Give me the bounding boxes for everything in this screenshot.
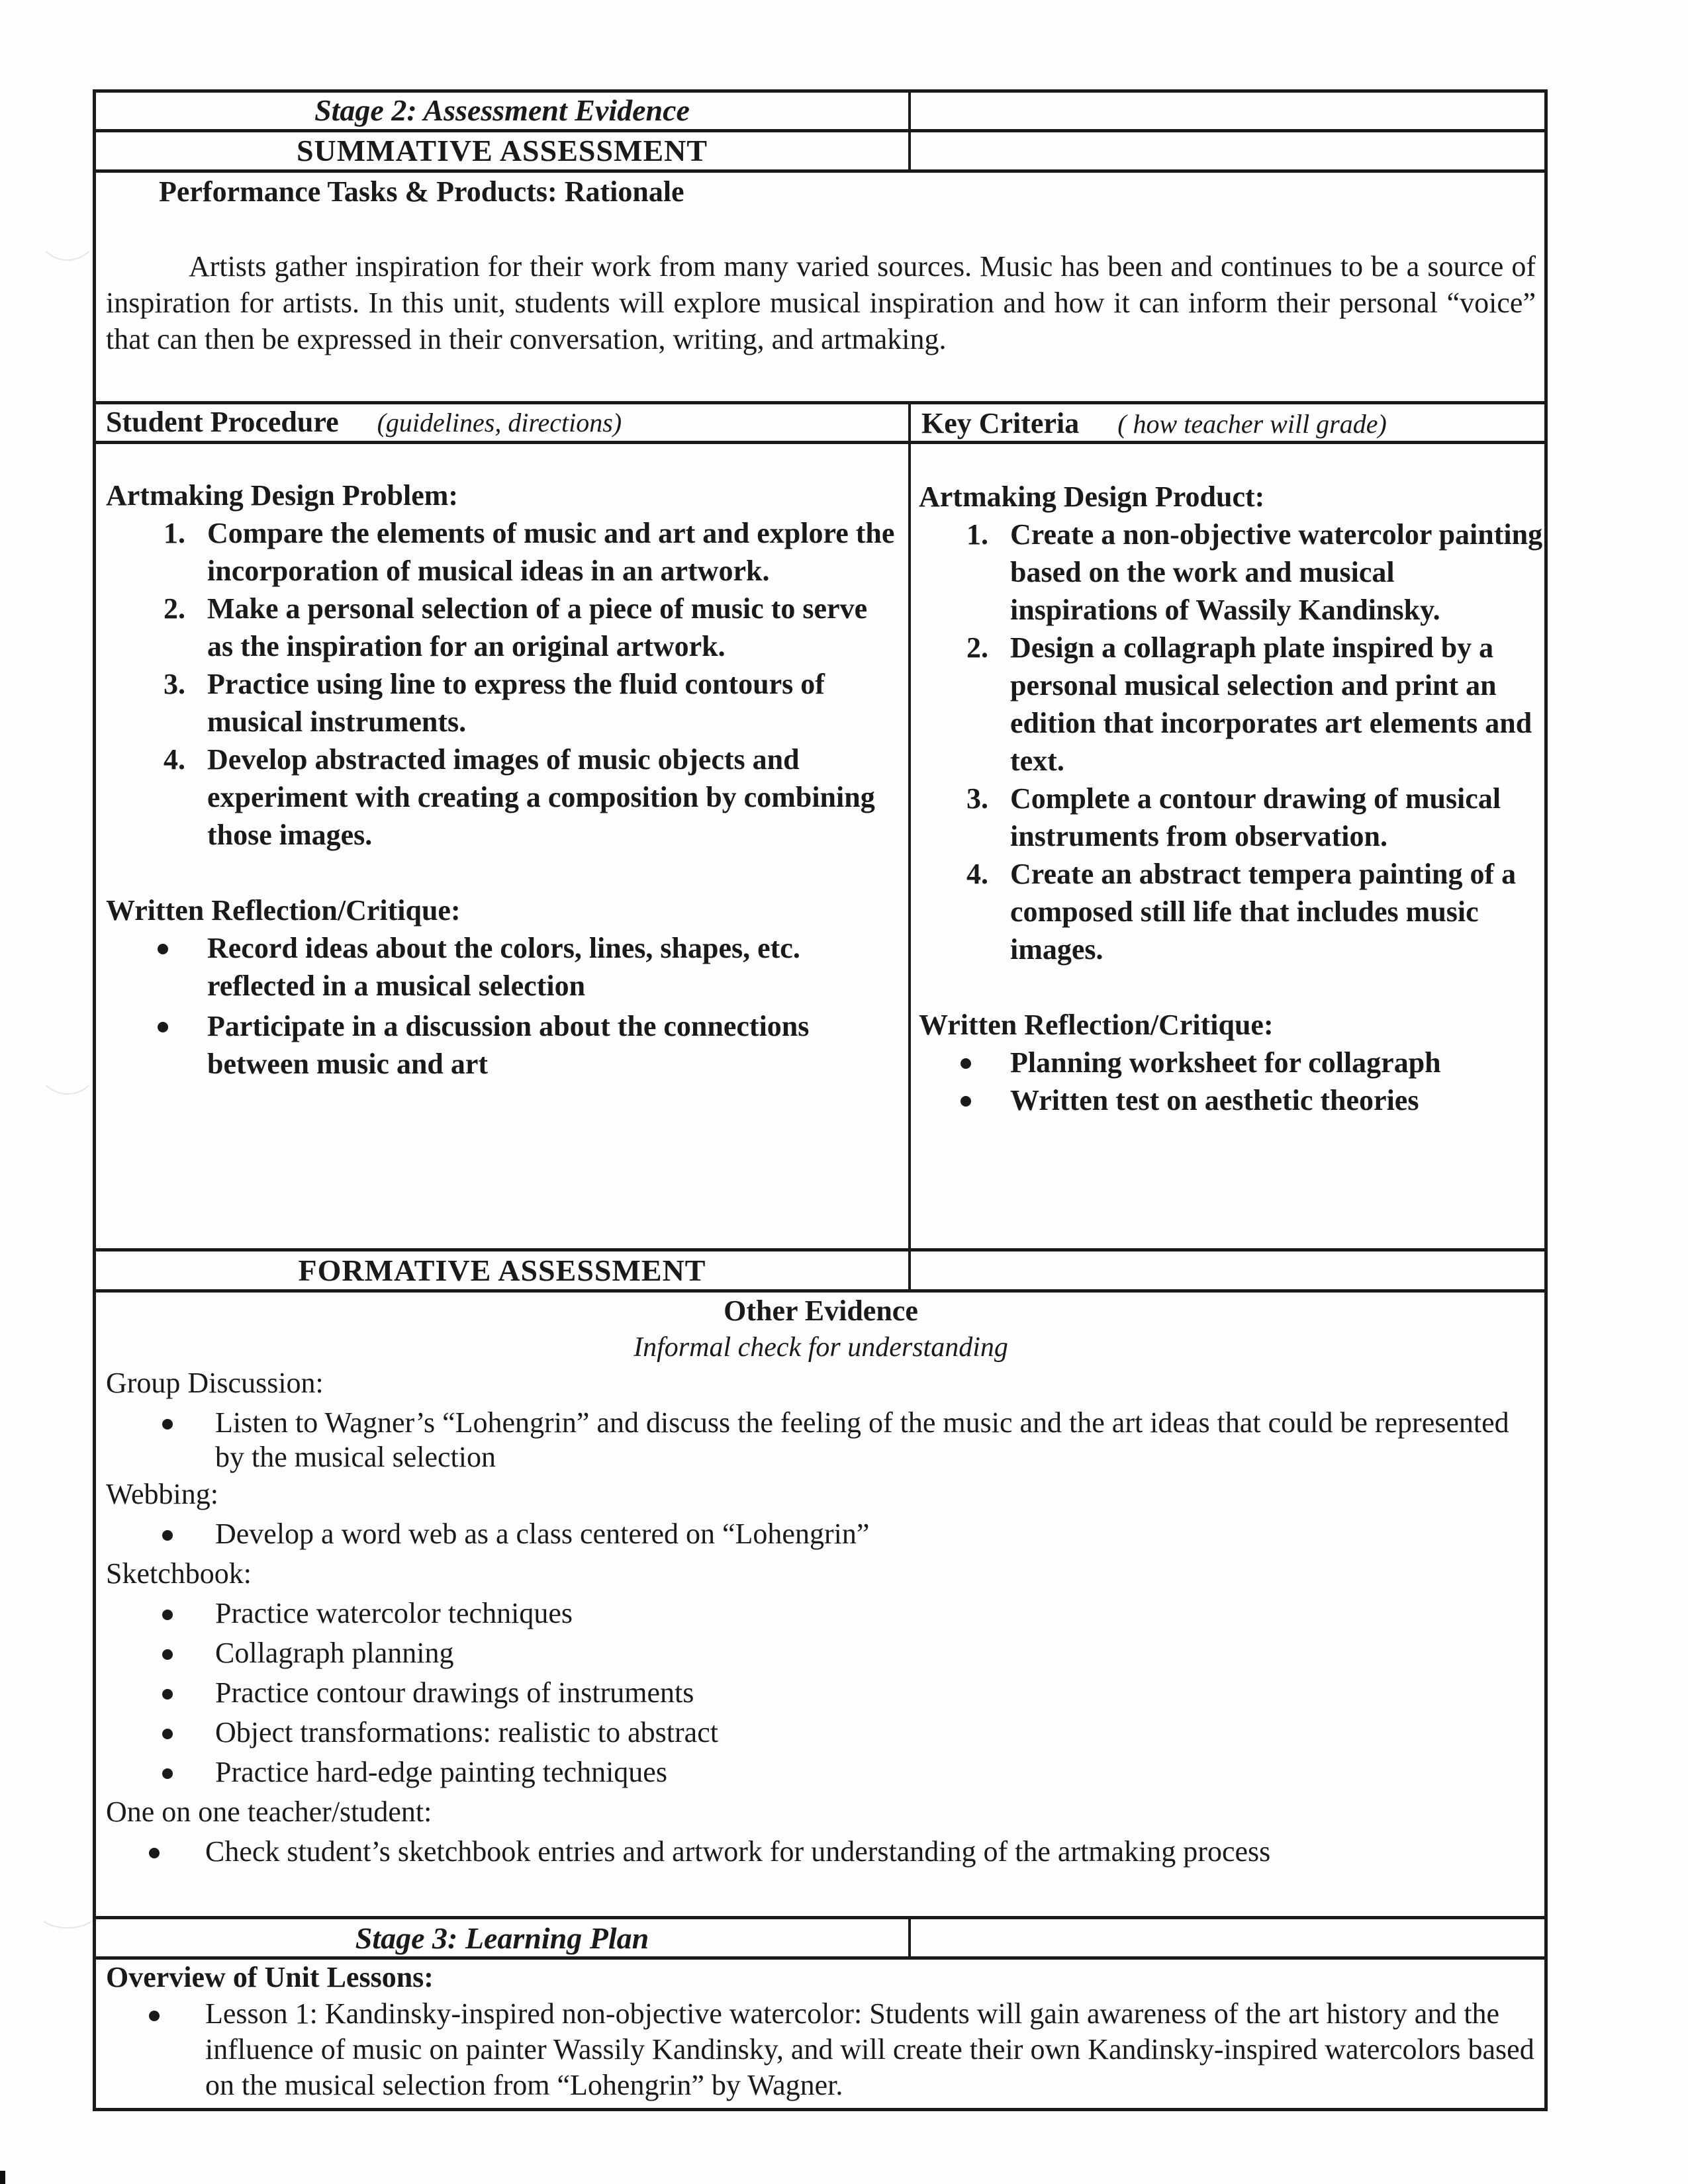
rationale-paragraph: Artists gather inspiration for their work from many varied sources. Music has been and continues to be a source of inspiration for artists. In this unit, students will explore musical inspiration and how it can inform their personal “voice” that can then be expressed in their conversation, writing, and artmaking. bbox=[106, 250, 1536, 355]
bullet-icon bbox=[162, 1649, 173, 1660]
stage2-title: Stage 2: Assessment Evidence bbox=[314, 93, 690, 127]
overview-cell bbox=[106, 1959, 1542, 2103]
list-item: 3. Practice using line to express the fluid contours of musical instruments. bbox=[164, 668, 825, 738]
list-item: Object transformations: realistic to abstract bbox=[215, 1713, 1542, 1752]
bullet-icon bbox=[162, 1610, 173, 1620]
bullet-icon bbox=[162, 1729, 173, 1739]
punch-hole-mark bbox=[36, 199, 99, 261]
list-item: Collagraph planning bbox=[215, 1633, 1542, 1673]
column-divider bbox=[908, 1916, 911, 1958]
design-product-heading: Artmaking Design Product: bbox=[919, 480, 1265, 513]
list-item: 3. Complete a contour drawing of musical instruments from observation. bbox=[966, 782, 1501, 852]
bullet-icon bbox=[162, 1768, 173, 1779]
student-procedure-cell bbox=[106, 477, 900, 1083]
list-item: Planning worksheet for collagraph bbox=[1010, 1044, 1544, 1081]
group-list bbox=[106, 1403, 1542, 1475]
list-item: Lesson 1: Kandinsky-inspired non-objective watercolor: Students will gain awareness of the art history and the influence of music on painter Wassily Kandinsky, and will create their own Kandinsky-inspired watercolors based on the musical selection from “Lohengrin” by Wagner. bbox=[205, 1996, 1542, 2103]
student-procedure-label: Student Procedure bbox=[106, 406, 339, 438]
design-problem-list bbox=[106, 514, 900, 854]
punch-hole-mark bbox=[36, 1893, 99, 1929]
group-list bbox=[106, 1514, 1542, 1554]
key-criteria-note: ( how teacher will grade) bbox=[1117, 409, 1387, 439]
key-criteria-cell bbox=[919, 478, 1544, 1119]
other-evidence-heading: Other Evidence bbox=[724, 1295, 918, 1327]
summative-assessment-title: SUMMATIVE ASSESSMENT bbox=[296, 134, 708, 167]
reflection-heading: Written Reflection/Critique: bbox=[919, 1009, 1274, 1041]
column-divider bbox=[908, 401, 911, 1291]
bullet-icon bbox=[961, 1096, 971, 1107]
list-item: 2. Make a personal selection of a piece of music to serve as the inspiration for an original artwork. bbox=[164, 592, 868, 662]
bullet-icon bbox=[162, 1689, 173, 1700]
list-item: 4. Develop abstracted images of music objects and experiment with creating a composition by combining those images. bbox=[164, 743, 875, 851]
design-product-list bbox=[919, 516, 1544, 968]
group-list bbox=[106, 1594, 1542, 1792]
list-item: 4. Create an abstract tempera painting of a composed still life that includes music images. bbox=[966, 858, 1517, 966]
list-item: Practice watercolor techniques bbox=[215, 1594, 1542, 1633]
group-label: Group Discussion: bbox=[106, 1367, 324, 1399]
bullet-icon bbox=[149, 1848, 160, 1858]
group-list bbox=[106, 1832, 1542, 1872]
bullet-icon bbox=[961, 1058, 971, 1069]
bullet-icon bbox=[162, 1419, 173, 1430]
other-evidence-subtitle: Informal check for understanding bbox=[633, 1332, 1008, 1363]
list-item: 1. Compare the elements of music and art and explore the incorporation of musical ideas in an artwork. bbox=[164, 517, 895, 587]
list-item: Record ideas about the colors, lines, shapes, etc. reflected in a musical selection bbox=[207, 929, 900, 1005]
list-item: Check student’s sketchbook entries and artwork for understanding of the artmaking process bbox=[205, 1832, 1542, 1872]
reflection-list bbox=[106, 929, 900, 1083]
bullet-icon bbox=[162, 1530, 173, 1541]
overview-heading: Overview of Unit Lessons: bbox=[106, 1961, 434, 1993]
formative-groups bbox=[106, 1363, 1542, 1872]
list-item: Written test on aesthetic theories bbox=[1010, 1081, 1544, 1119]
bullet-icon bbox=[158, 1022, 168, 1032]
list-item: Practice contour drawings of instruments bbox=[215, 1673, 1542, 1713]
group-label: Sketchbook: bbox=[106, 1557, 252, 1590]
list-item: Participate in a discussion about the connections between music and art bbox=[207, 1007, 900, 1083]
group-label: One on one teacher/student: bbox=[106, 1796, 432, 1828]
key-criteria-header bbox=[921, 405, 1544, 449]
design-problem-heading: Artmaking Design Problem: bbox=[106, 479, 459, 512]
reflection-heading: Written Reflection/Critique: bbox=[106, 894, 461, 927]
rationale-heading: Performance Tasks & Products: Rationale bbox=[159, 175, 684, 208]
column-divider bbox=[908, 89, 911, 171]
reflection-list bbox=[919, 1044, 1544, 1119]
list-item: Practice hard-edge painting techniques bbox=[215, 1752, 1542, 1792]
scan-edge-mark bbox=[0, 2171, 5, 2184]
key-criteria-label: Key Criteria bbox=[921, 407, 1080, 439]
bullet-icon bbox=[149, 2011, 160, 2021]
list-item: Develop a word web as a class centered on “Lohengrin” bbox=[215, 1514, 1542, 1554]
group-label: Webbing: bbox=[106, 1478, 218, 1510]
list-item: 2. Design a collagraph plate inspired by a personal musical selection and print an edition that incorporates art elements and text. bbox=[966, 631, 1532, 777]
list-item: Listen to Wagner’s “Lohengrin” and discuss the feeling of the music and the art ideas that could be represented by the musical selection bbox=[215, 1403, 1542, 1475]
stage3-title: Stage 3: Learning Plan bbox=[355, 1921, 649, 1955]
lesson-list bbox=[106, 1996, 1542, 2103]
student-procedure-note: (guidelines, directions) bbox=[377, 408, 622, 437]
punch-hole-mark bbox=[36, 1032, 99, 1095]
rationale-text bbox=[106, 248, 1536, 357]
formative-assessment-title: FORMATIVE ASSESSMENT bbox=[298, 1253, 706, 1287]
list-item: 1. Create a non-objective watercolor painting based on the work and musical inspirations of Wassily Kandinsky. bbox=[966, 518, 1543, 626]
bullet-icon bbox=[158, 944, 168, 954]
row-divider bbox=[93, 169, 1548, 173]
student-procedure-header bbox=[106, 404, 900, 447]
